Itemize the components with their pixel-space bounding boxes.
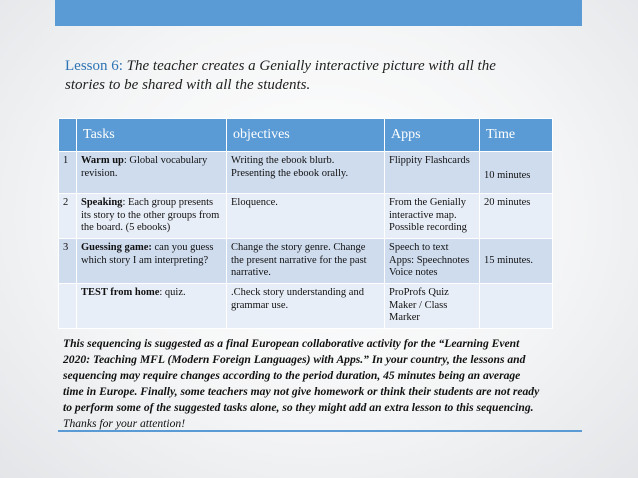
row-number: 2: [59, 194, 77, 239]
apps-cell: ProProfs Quiz Maker / Class Marker: [385, 284, 480, 329]
task-cell: [77, 194, 227, 239]
task-cell: [77, 239, 227, 284]
lesson-heading: [65, 57, 535, 95]
header-number: [59, 119, 77, 152]
bottom-divider: [58, 430, 582, 432]
objectives-cell: .Check story understanding and grammar use.: [227, 284, 385, 329]
header-apps: Apps: [385, 119, 480, 152]
table-header-row: [59, 119, 553, 152]
task-title: Guessing game:: [81, 242, 152, 253]
objectives-cell: Eloquence.: [227, 194, 385, 239]
footer-note: [63, 336, 543, 432]
task-cell: [77, 152, 227, 194]
task-detail: : Each group presents its story to the other groups from the board. (5 ebooks): [81, 197, 220, 233]
objectives-cell: Writing the ebook blurb. Presenting the ebook orally.: [227, 152, 385, 194]
apps-cell: Speech to text Apps: Speechnotes Voice notes: [385, 239, 480, 284]
time-cell: 15 minutes.: [480, 239, 553, 284]
table-row: [59, 152, 553, 194]
footer-text: This sequencing is suggested as a final European collaborative activity for the “Learning Event 2020: Teaching MFL (Modern Foreign Languages) with Apps.” In your country, the lessons and sequencing may require changes according to the period duration, 45 minutes being an average time in Europe. Finally, some teachers may not give homework or think their students are not ready to perform some of the suggested tasks alone, so they might add an extra lesson to this sequencing.: [63, 337, 540, 414]
header-objectives: objectives: [227, 119, 385, 152]
table-row: [59, 194, 553, 239]
time-cell: [480, 284, 553, 329]
task-detail: can you guess which story I am interpreting?: [81, 242, 214, 266]
task-title: Warm up: [81, 155, 124, 166]
lesson-description: The teacher creates a Genially interactive picture with all the stories to be shared with all the students.: [65, 58, 496, 93]
row-number: [59, 284, 77, 329]
row-number: 1: [59, 152, 77, 194]
lesson-plan-table: [58, 118, 553, 329]
task-title: TEST from home: [81, 287, 160, 298]
objectives-cell: Change the story genre. Change the present narrative for the past narrative.: [227, 239, 385, 284]
table-row: [59, 239, 553, 284]
task-title: Speaking: [81, 197, 123, 208]
task-detail: : quiz.: [159, 287, 186, 298]
time-cell: 10 minutes: [480, 152, 553, 194]
time-cell: 20 minutes: [480, 194, 553, 239]
header-tasks: Tasks: [77, 119, 227, 152]
table-row: [59, 284, 553, 329]
header-time: Time: [480, 119, 553, 152]
lesson-label: Lesson 6:: [65, 58, 123, 74]
task-detail: : Global vocabulary revision.: [81, 155, 208, 179]
thanks-text: Thanks for your attention!: [63, 417, 186, 430]
apps-cell: Flippity Flashcards: [385, 152, 480, 194]
row-number: 3: [59, 239, 77, 284]
apps-cell: From the Genially interactive map. Possible recording: [385, 194, 480, 239]
top-accent-bar: [55, 0, 582, 26]
task-cell: [77, 284, 227, 329]
